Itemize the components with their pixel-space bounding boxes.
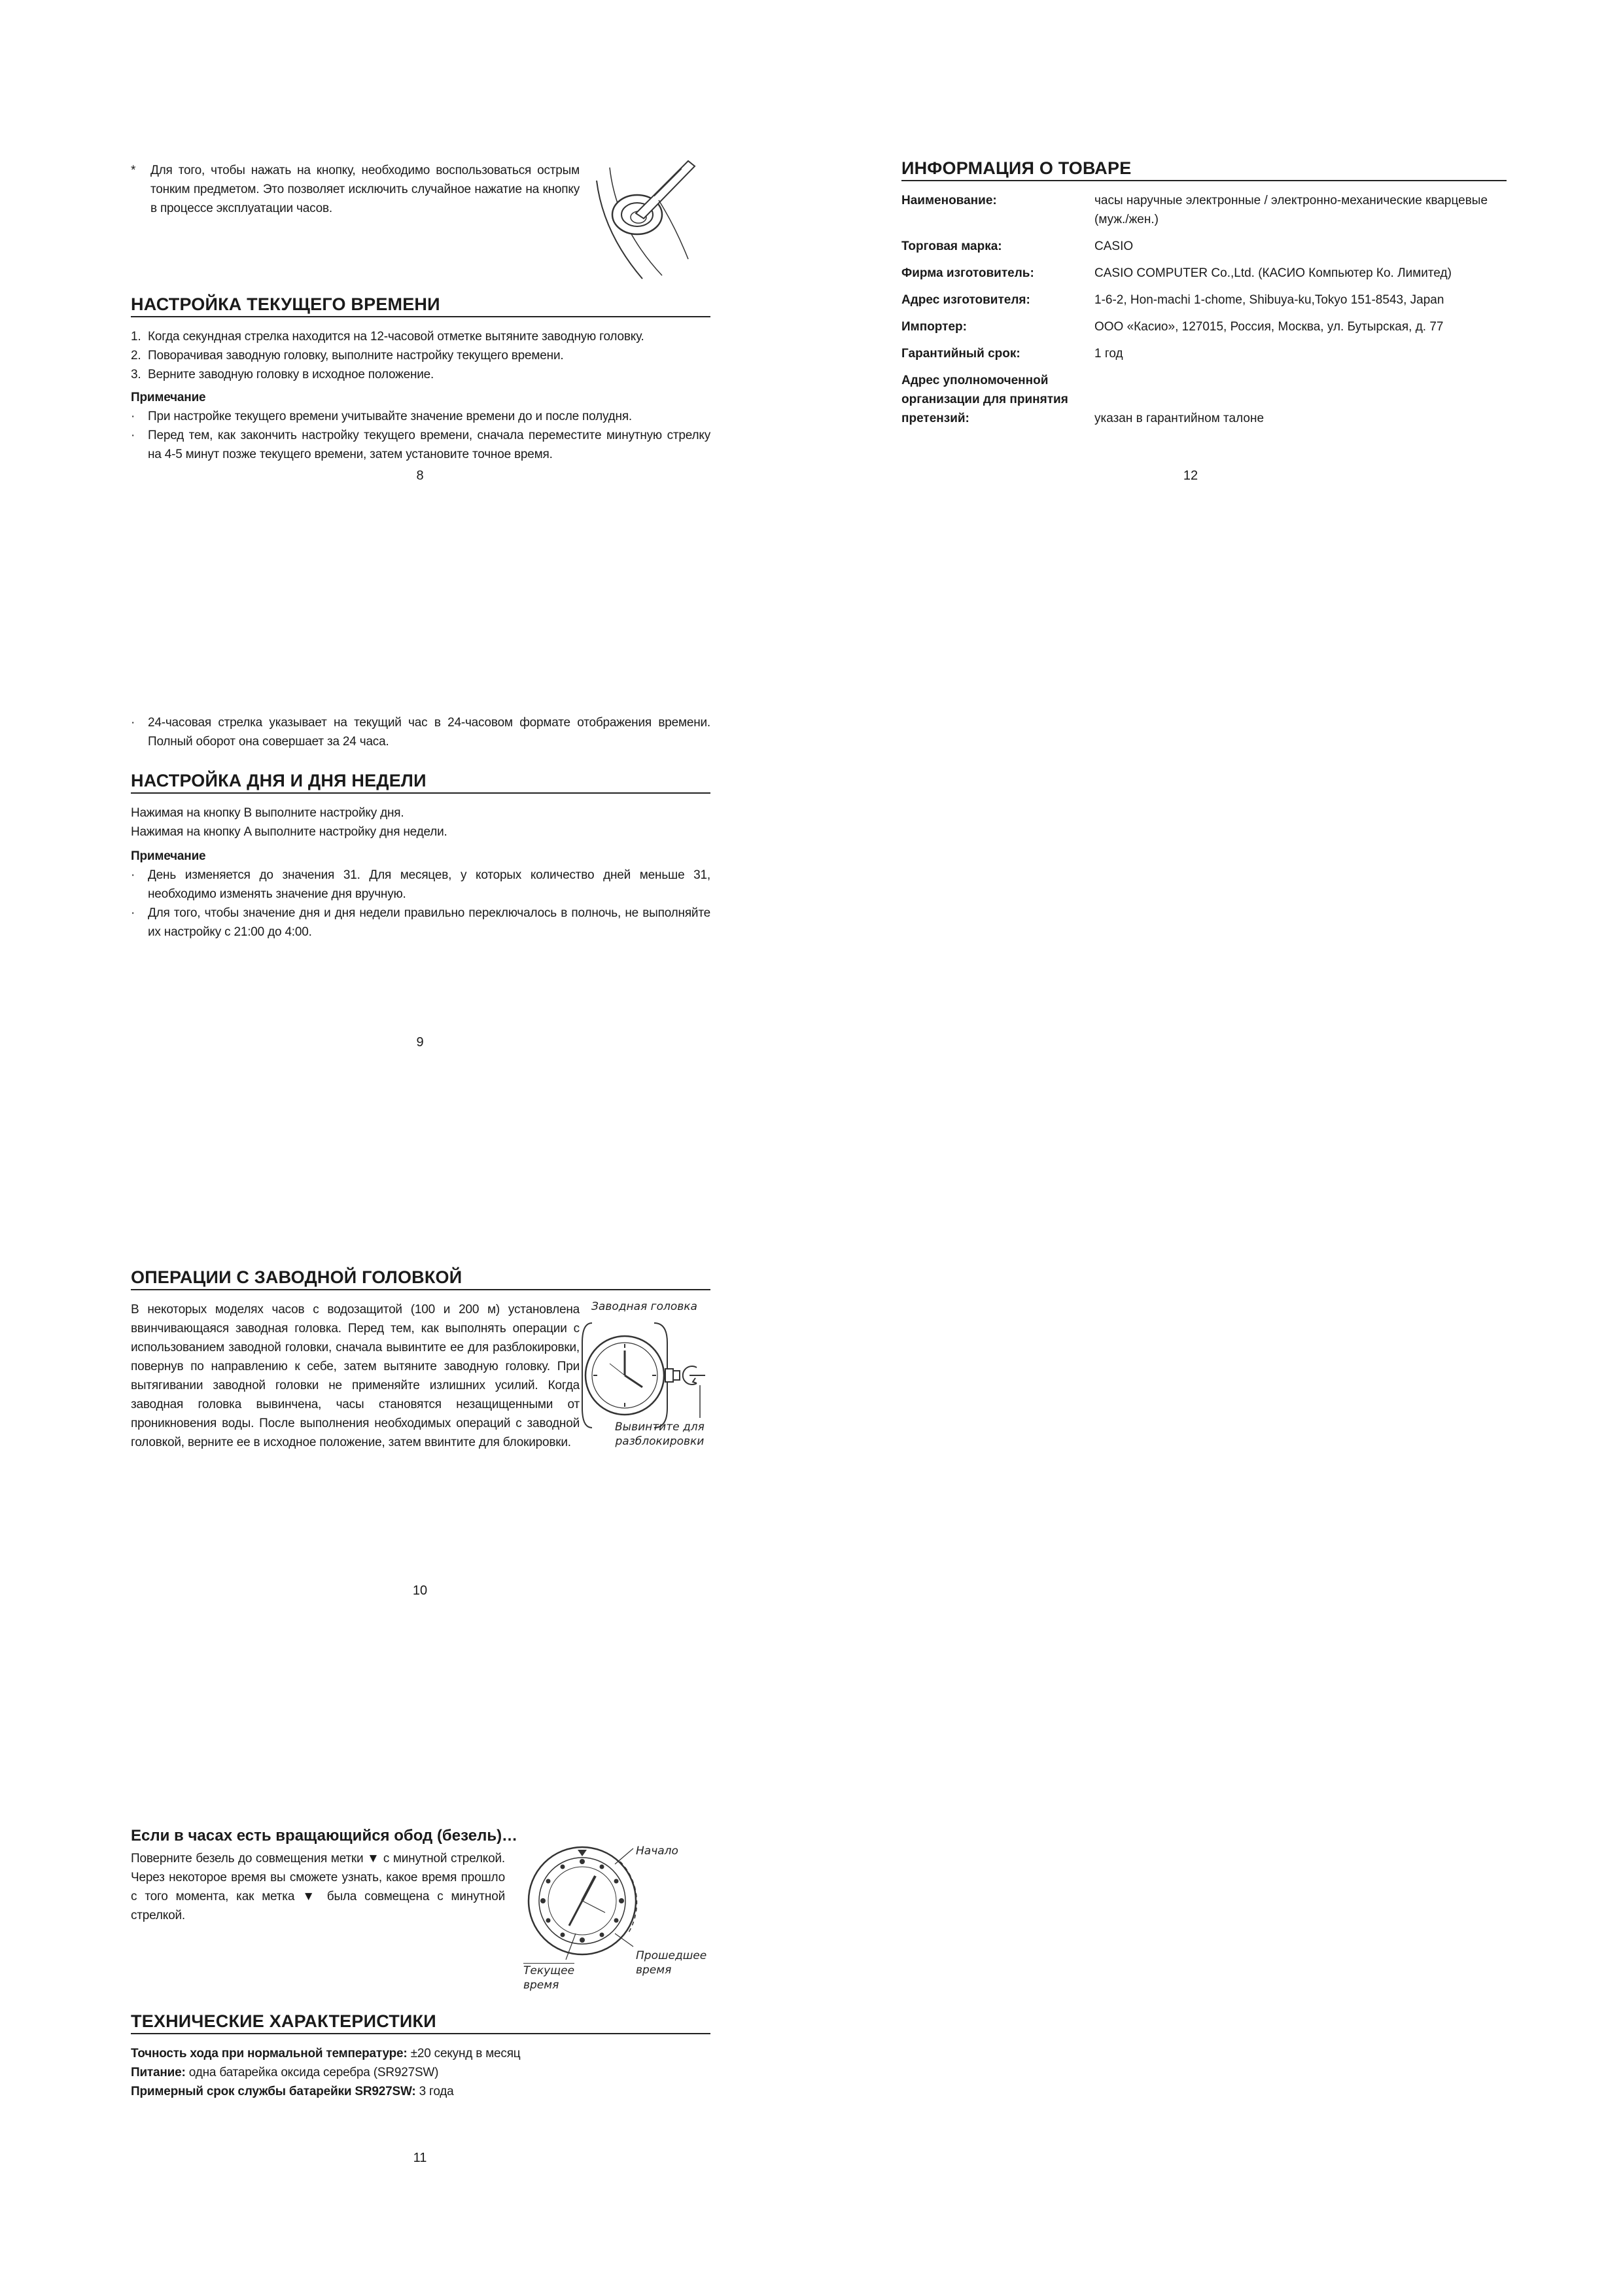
- page-number: 10: [412, 1583, 428, 1598]
- bezel-fig-current-label: Текущее время: [523, 1964, 575, 1992]
- crown-body: В некоторых моделях часов с водозащитой (100 и 200 м) установлена ввинчивающаяся заводная головка. Перед тем, как выполнять операции с использованием заводной головки, сначала вывинтите ее для разблокировки, повернув по направлению к себе, затем вытяните заводную головку. При вытягивании заводной головки не применяйте излишних усилий. Когда заводная головка вывинчена, часы становятся незащищенными от проникновения воды. После выполнения необходимых операций с заводной головкой, верните ее в исходное положение, затем ввинтите для блокировки.: [131, 1303, 580, 1449]
- day-setting-body: [131, 804, 710, 942]
- section-title-product-info: ИНФОРМАЦИЯ О ТОВАРЕ: [901, 158, 1507, 181]
- button-press-icon: [590, 154, 727, 285]
- table-row: Фирма изготовитель: CASIO COMPUTER Co.,Ltd. (КАСИО Компьютер Ко. Лимитед): [901, 266, 1452, 280]
- product-info-table: [901, 191, 1507, 436]
- screw-crown-watch-icon: [576, 1316, 720, 1434]
- crown-fig-label-bottom: Вывинтите для разблокировки: [615, 1421, 705, 1448]
- list-item: 2. Поворачивая заводную головку, выполните настройку текущего времени.: [131, 349, 564, 362]
- note-heading: Примечание: [131, 849, 206, 863]
- list-item: · При настройке текущего времени учитывайте значение времени до и после полудня.: [131, 410, 632, 423]
- section-title-specifications: ТЕХНИЧЕСКИЕ ХАРАКТЕРИСТИКИ: [131, 2011, 710, 2034]
- list-item: · Перед тем, как закончить настройку текущего времени, сначала переместите минутную стрелку на 4-5 минут позже текущего времени, затем установите точное время.: [131, 429, 710, 461]
- spec-power: Питание: одна батарейка оксида серебра (SR927SW): [131, 2066, 439, 2079]
- page-number: 11: [413, 2151, 427, 2165]
- weekday-line: Нажимая на кнопку A выполните настройку дня недели.: [131, 825, 447, 839]
- bezel-body: Поверните безель до совмещения метки ▼ с минутной стрелкой. Через некоторое время вы сможете узнать, какое время прошло с того момента, как метка ▼ была совмещена с минутной стрелкой.: [131, 1852, 505, 1922]
- list-item: · Для того, чтобы значение дня и дня недели правильно переключалось в полночь, не выполняйте их настройку с 21:00 до 4:00.: [131, 906, 710, 939]
- page-number: 9: [416, 1035, 424, 1050]
- table-row: Импортер: ООО «Касио», 127015, Россия, Москва, ул. Бутырская, д. 77: [901, 320, 1444, 334]
- list-item: 1. Когда секундная стрелка находится на 12-часовой отметке вытяните заводную головку.: [131, 330, 644, 344]
- table-row: Адрес уполномоченной организации для принятия претензий: указан в гарантийном талоне: [901, 374, 1265, 425]
- table-row: Наименование: часы наручные электронные / электронно-механические кварцевые (муж./жен.): [901, 194, 1488, 226]
- section-title-time-setting: НАСТРОЙКА ТЕКУЩЕГО ВРЕМЕНИ: [131, 294, 710, 317]
- bezel-title: Если в часах есть вращающийся обод (безель)…: [131, 1827, 518, 1845]
- list-item: · День изменяется до значения 31. Для месяцев, у которых количество дней меньше 31, необходимо изменять значение дня вручную.: [131, 868, 710, 901]
- section-title-crown-operations: ОПЕРАЦИИ С ЗАВОДНОЙ ГОЛОВКОЙ: [131, 1267, 710, 1290]
- bezel-fig-elapsed-label: Прошедшее время: [636, 1949, 707, 1977]
- page-number: 8: [416, 468, 424, 483]
- spec-battery-life: Примерный срок службы батарейки SR927SW: 3 года: [131, 2085, 454, 2098]
- day-line: Нажимая на кнопку B выполните настройку дня.: [131, 806, 404, 820]
- table-row: Адрес изготовителя: 1-6-2, Hon-machi 1-chome, Shibuya-ku,Tokyo 151-8543, Japan: [901, 293, 1444, 307]
- page-number: 12: [1183, 468, 1198, 483]
- note-heading: Примечание: [131, 391, 206, 404]
- hour24-note: · 24-часовая стрелка указывает на текущий час в 24-часовом формате отображения времени. Полный оборот она совершает за 24 часа.: [131, 716, 710, 749]
- rotating-bezel-watch-icon: [517, 1835, 648, 1966]
- table-row: Гарантийный срок: 1 год: [901, 347, 1123, 361]
- star-note-text: Для того, чтобы нажать на кнопку, необходимо воспользоваться острым тонким предметом. Это позволяет исключить случайное нажатие на кнопку в процессе эксплуатации часов.: [150, 164, 580, 215]
- section-title-day-setting: НАСТРОЙКА ДНЯ И ДНЯ НЕДЕЛИ: [131, 771, 710, 794]
- bezel-fig-start-label: Начало: [636, 1845, 678, 1858]
- star-note: [131, 161, 580, 218]
- asterisk-mark: *: [131, 164, 136, 177]
- spec-accuracy: Точность хода при нормальной температуре: ±20 секунд в месяц: [131, 2047, 521, 2060]
- time-steps-list: [131, 327, 710, 464]
- crown-fig-label-top: Заводная головка: [591, 1300, 697, 1313]
- table-row: Торговая марка: CASIO: [901, 239, 1134, 253]
- specifications-list: [131, 2044, 710, 2101]
- list-item: 3. Верните заводную головку в исходное положение.: [131, 368, 434, 381]
